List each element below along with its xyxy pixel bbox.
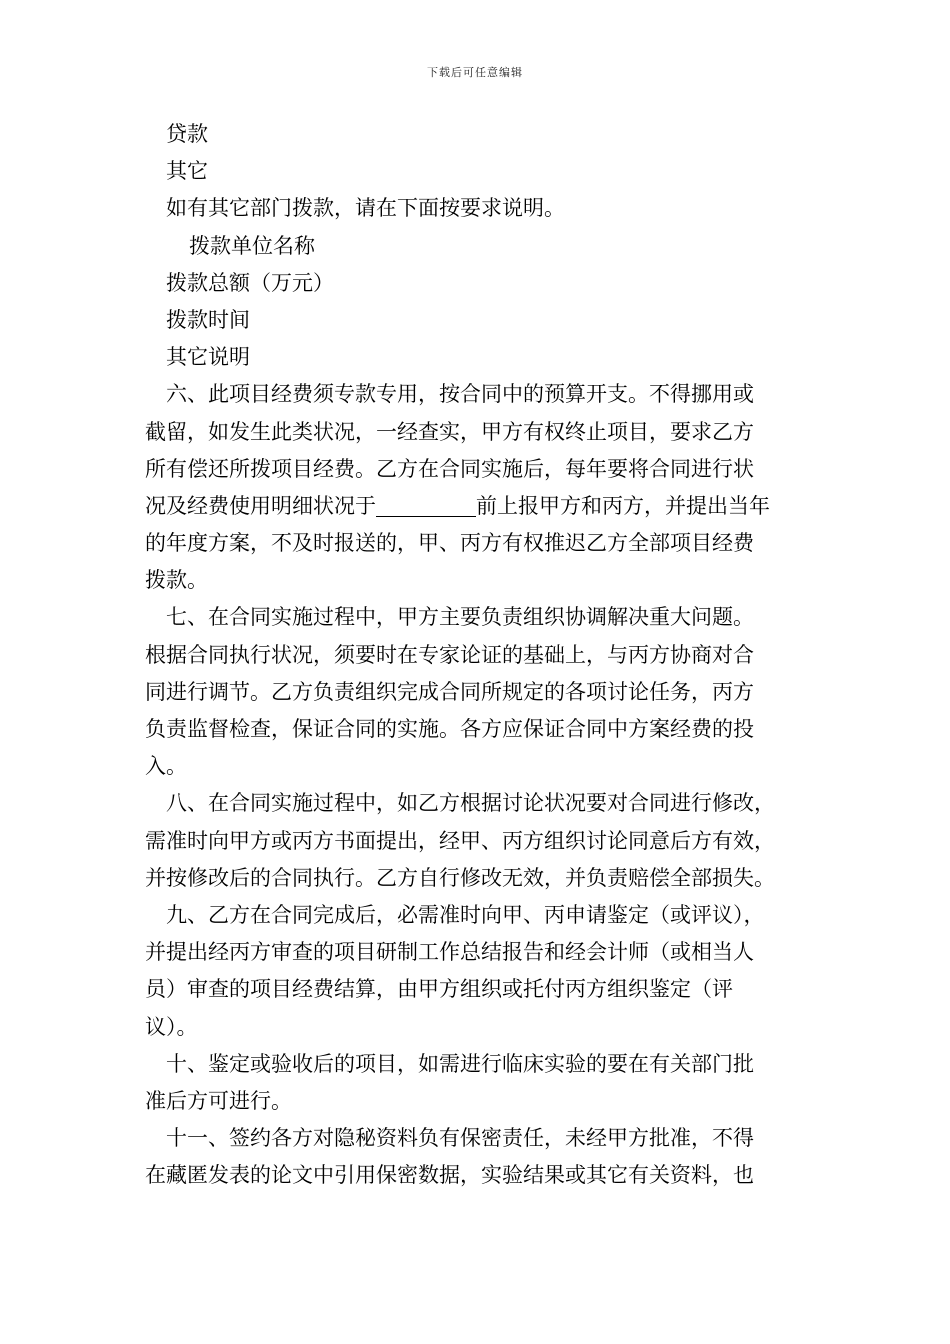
text-line: 并按修改后的合同执行。乙方自行修改无效，并负责赔偿全部损失。 [145, 865, 775, 890]
text-line: 八、在合同实施过程中，如乙方根据讨论状况要对合同进行修改， [166, 791, 775, 816]
text-line: 七、在合同实施过程中，甲方主要负责组织协调解决重大问题。 [166, 605, 754, 630]
text-line: 准后方可进行。 [145, 1088, 292, 1113]
text-line: 九、乙方在合同完成后，必需准时向甲、丙申请鉴定（或评议）， [166, 902, 765, 927]
text-line: 拨款总额（万元） [166, 270, 334, 295]
page-header: 下载后可任意编辑 [427, 66, 523, 79]
text-line: 议）。 [145, 1014, 198, 1039]
text-line: 十、鉴定或验收后的项目，如需进行临床实验的要在有关部门批 [166, 1051, 754, 1076]
text-line: 在藏匿发表的论文中引用保密数据，实验结果或其它有关资料，也 [145, 1163, 754, 1188]
text-segment: 况及经费使用明细状况于 [145, 493, 376, 518]
text-line: 并提出经丙方审查的项目研制工作总结报告和经会计师（或相当人 [145, 940, 754, 965]
fill-in-blank [376, 494, 476, 517]
text-line: 六、此项目经费须专款专用，按合同中的预算开支。不得挪用或 [166, 382, 754, 407]
text-segment: 前上报甲方和丙方，并提出当年 [476, 493, 770, 518]
text-line: 入。 [145, 754, 187, 779]
text-line: 的年度方案，不及时报送的，甲、丙方有权推迟乙方全部项目经费 [145, 531, 754, 556]
text-line: 其它说明 [166, 345, 250, 370]
text-line: 拨款时间 [166, 307, 250, 332]
text-line: 拨款。 [145, 568, 208, 593]
text-line: 贷款 [166, 122, 208, 146]
text-line: 如有其它部门拨款，请在下面按要求说明。 [166, 196, 565, 221]
text-line: 根据合同执行状况，须要时在专家论证的基础上，与丙方协商对合 [145, 642, 754, 667]
text-line: 负责监督检查，保证合同的实施。各方应保证合同中方案经费的投 [145, 717, 754, 741]
text-line: 截留，如发生此类状况，一经查实，甲方有权终止项目，要求乙方 [145, 419, 754, 444]
text-line: 员）审查的项目经费结算，由甲方组织或托付丙方组织鉴定（评 [145, 977, 733, 1002]
text-line: 同进行调节。乙方负责组织完成合同所规定的各项讨论任务，丙方 [145, 679, 754, 704]
text-line: 需准时向甲方或丙方书面提出，经甲、丙方组织讨论同意后方有效， [145, 828, 775, 853]
text-line: 拨款单位名称 [189, 233, 315, 258]
text-line-with-blank [145, 488, 825, 525]
text-line: 十一、签约各方对隐秘资料负有保密责任，未经甲方批准，不得 [166, 1126, 754, 1151]
text-line: 其它 [166, 159, 208, 184]
text-line: 所有偿还所拨项目经费。乙方在合同实施后，每年要将合同进行状 [145, 456, 754, 481]
document-body [145, 116, 825, 1194]
